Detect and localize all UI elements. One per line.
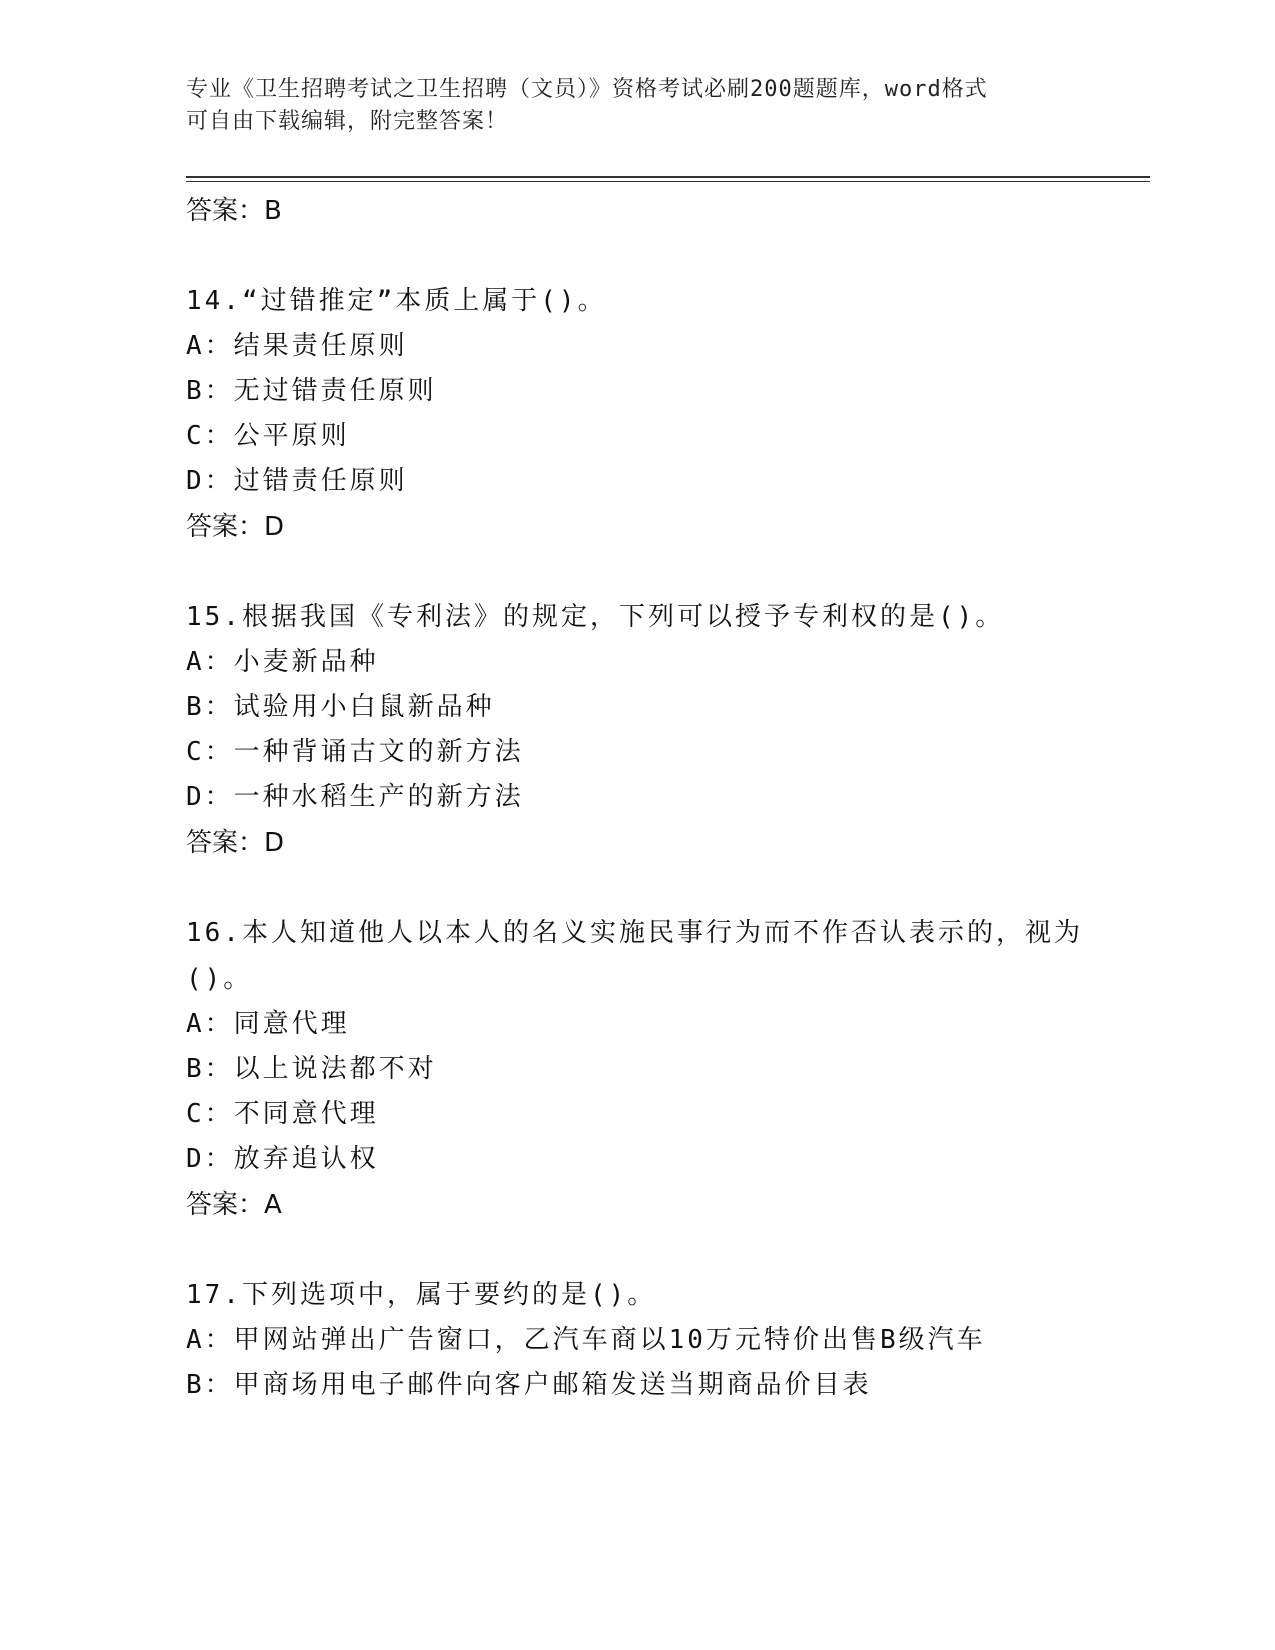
option-d: D：过错责任原则 [186, 466, 408, 496]
answer: 答案：A [186, 1190, 282, 1220]
header-rule-thick [186, 176, 1150, 178]
page-header [186, 74, 1086, 138]
question-stem: 15.根据我国《专利法》的规定，下列可以授予专利权的是()。 [186, 602, 1005, 632]
option-a: A：甲网站弹出广告窗口，乙汽车商以10万元特价出售B级汽车 [186, 1325, 986, 1355]
answer: 答案：D [186, 512, 285, 542]
option-a: A：小麦新品种 [186, 647, 379, 677]
header-rule-thin [186, 181, 1150, 182]
question-stem: 16.本人知道他人以本人的名义实施民事行为而不作否认表示的，视为()。 [186, 918, 1083, 994]
option-a: A：结果责任原则 [186, 331, 408, 361]
previous-answer: 答案：B [186, 196, 282, 226]
header-line-1: 专业《卫生招聘考试之卫生招聘（文员）》资格考试必刷200题题库，word格式 [186, 77, 988, 102]
answer: 答案：D [186, 828, 285, 858]
option-a: A：同意代理 [186, 1009, 350, 1039]
option-b: B：以上说法都不对 [186, 1054, 437, 1084]
question-stem: 14.“过错推定”本质上属于()。 [186, 286, 607, 316]
question-14 [186, 278, 1086, 550]
option-b: B：甲商场用电子邮件向客户邮箱发送当期商品价目表 [186, 1370, 872, 1400]
question-17 [186, 1272, 1086, 1408]
option-d: D：放弃追认权 [186, 1144, 379, 1174]
question-stem: 17.下列选项中，属于要约的是()。 [186, 1280, 657, 1310]
option-c: C：一种背诵古文的新方法 [186, 737, 524, 767]
option-c: C：不同意代理 [186, 1099, 379, 1129]
question-15 [186, 594, 1086, 866]
option-b: B：试验用小白鼠新品种 [186, 692, 495, 722]
header-line-2: 可自由下载编辑，附完整答案！ [186, 109, 509, 134]
option-b: B：无过错责任原则 [186, 376, 437, 406]
option-c: C：公平原则 [186, 421, 350, 451]
option-d: D：一种水稻生产的新方法 [186, 782, 524, 812]
page-content [186, 188, 1086, 1408]
question-16 [186, 910, 1086, 1228]
